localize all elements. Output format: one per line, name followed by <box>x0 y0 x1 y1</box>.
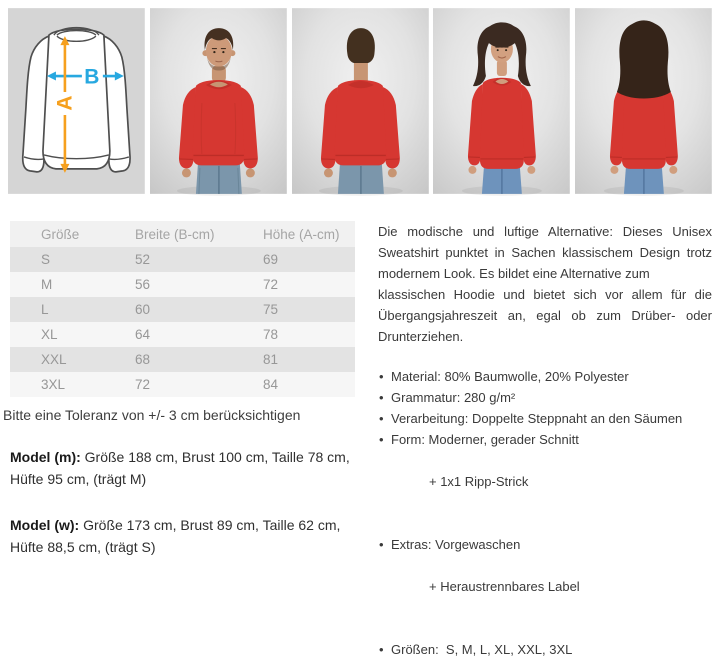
male-back-hair <box>346 28 374 63</box>
model-m-text: Größe 188 cm, Brust 100 cm, Taille 78 cm, Hüfte 95 cm, (trägt M) <box>10 449 350 487</box>
feature-item <box>378 429 712 534</box>
jeans-graphic <box>482 167 522 194</box>
width-cell: 72 <box>135 377 151 392</box>
size-cell: M <box>41 277 53 292</box>
feature-text: Grammatur: 280 g/m² <box>391 390 516 405</box>
bullet-icon: • <box>379 411 384 426</box>
description-column <box>378 221 712 660</box>
size-cell: S <box>41 252 51 267</box>
description-part-1: Die modische und luftige Alternative: Dieses Unisex Sweatshirt punktet in Sachen klassischem Design trotz modernem Look. Es bildet eine Alternative zum <box>378 224 712 281</box>
feature-text: Größen: S, M, L, XL, XXL, 3XL <box>391 642 573 657</box>
table-row <box>10 347 355 372</box>
size-cell: 3XL <box>41 377 66 392</box>
jeans-graphic <box>624 167 664 194</box>
product-photo-female-front[interactable] <box>433 8 570 194</box>
sweatshirt-graphic <box>179 80 258 168</box>
column-header-size: Größe <box>10 221 135 247</box>
height-cell: 81 <box>263 352 279 367</box>
model-m-info <box>10 446 362 490</box>
male-front-figure <box>150 8 287 194</box>
feature-list <box>378 366 712 660</box>
height-arrow-label: A <box>53 95 77 111</box>
size-table-header-row <box>10 221 355 247</box>
feature-item <box>378 408 712 429</box>
size-diagram-graphic <box>8 8 145 194</box>
feature-text: Verarbeitung: Doppelte Steppnaht an den Säumen <box>391 411 683 426</box>
feature-item <box>378 534 712 639</box>
width-cell: 64 <box>135 327 151 342</box>
column-header-width: Breite (B-cm) <box>135 221 263 247</box>
product-detail-section <box>0 194 720 660</box>
table-row <box>10 322 355 347</box>
bullet-icon: • <box>379 642 384 657</box>
bullet-icon: • <box>379 390 384 405</box>
height-cell: 72 <box>263 277 279 292</box>
table-row <box>10 297 355 322</box>
female-back-figure <box>575 8 712 194</box>
jeans-graphic <box>338 164 384 194</box>
female-back-hair <box>617 20 671 98</box>
sweatshirt-graphic <box>468 78 536 169</box>
feature-text: Form: Moderner, gerader Schnitt <box>391 432 579 447</box>
width-cell: 60 <box>135 302 151 317</box>
feature-subline: + 1x1 Ripp-Strick <box>429 474 529 489</box>
feature-text: Extras: Vorgewaschen <box>391 537 521 552</box>
size-diagram-thumbnail[interactable] <box>8 8 145 194</box>
product-description <box>378 221 712 347</box>
size-cell: XL <box>41 327 58 342</box>
product-photo-male-front[interactable] <box>150 8 287 194</box>
table-row <box>10 372 355 397</box>
model-w-text: Größe 173 cm, Brust 89 cm, Taille 62 cm, Hüfte 88,5 cm, (trägt S) <box>10 517 341 555</box>
column-header-height: Höhe (A-cm) <box>263 221 355 247</box>
product-image-gallery <box>0 0 720 194</box>
height-cell: 75 <box>263 302 279 317</box>
width-cell: 68 <box>135 352 151 367</box>
size-cell: L <box>41 302 49 317</box>
male-back-figure <box>292 8 429 194</box>
description-part-2: klassischen Hoodie und bietet sich vor allem für die Übergangsjahreszeit an, egal ob zum Drüber- oder Drunterziehen. <box>378 287 712 344</box>
feature-subline: + Heraustrennbares Label <box>429 579 580 594</box>
size-cell: XXL <box>41 352 67 367</box>
bullet-icon: • <box>379 432 384 447</box>
size-table <box>10 221 355 397</box>
width-cell: 52 <box>135 252 151 267</box>
height-cell: 84 <box>263 377 279 392</box>
jeans-graphic <box>196 164 242 194</box>
model-w-info <box>10 514 362 558</box>
tolerance-note: Bitte eine Toleranz von +/- 3 cm berücksichtigen <box>3 407 301 423</box>
width-cell: 56 <box>135 277 151 292</box>
product-photo-female-back[interactable] <box>575 8 712 194</box>
feature-text: Material: 80% Baumwolle, 20% Polyester <box>391 369 629 384</box>
feature-item <box>378 366 712 387</box>
female-front-figure <box>433 8 570 194</box>
height-cell: 78 <box>263 327 279 342</box>
product-photo-male-back[interactable] <box>292 8 429 194</box>
feature-item <box>378 639 712 660</box>
bullet-icon: • <box>379 537 384 552</box>
feature-item <box>378 387 712 408</box>
model-m-label: Model (m): <box>10 449 81 465</box>
height-cell: 69 <box>263 252 279 267</box>
bullet-icon: • <box>379 369 384 384</box>
size-info-column <box>3 221 362 558</box>
model-w-label: Model (w): <box>10 517 80 533</box>
table-row <box>10 272 355 297</box>
table-row <box>10 247 355 272</box>
width-arrow-label: B <box>84 65 100 89</box>
sweatshirt-graphic <box>321 80 400 168</box>
